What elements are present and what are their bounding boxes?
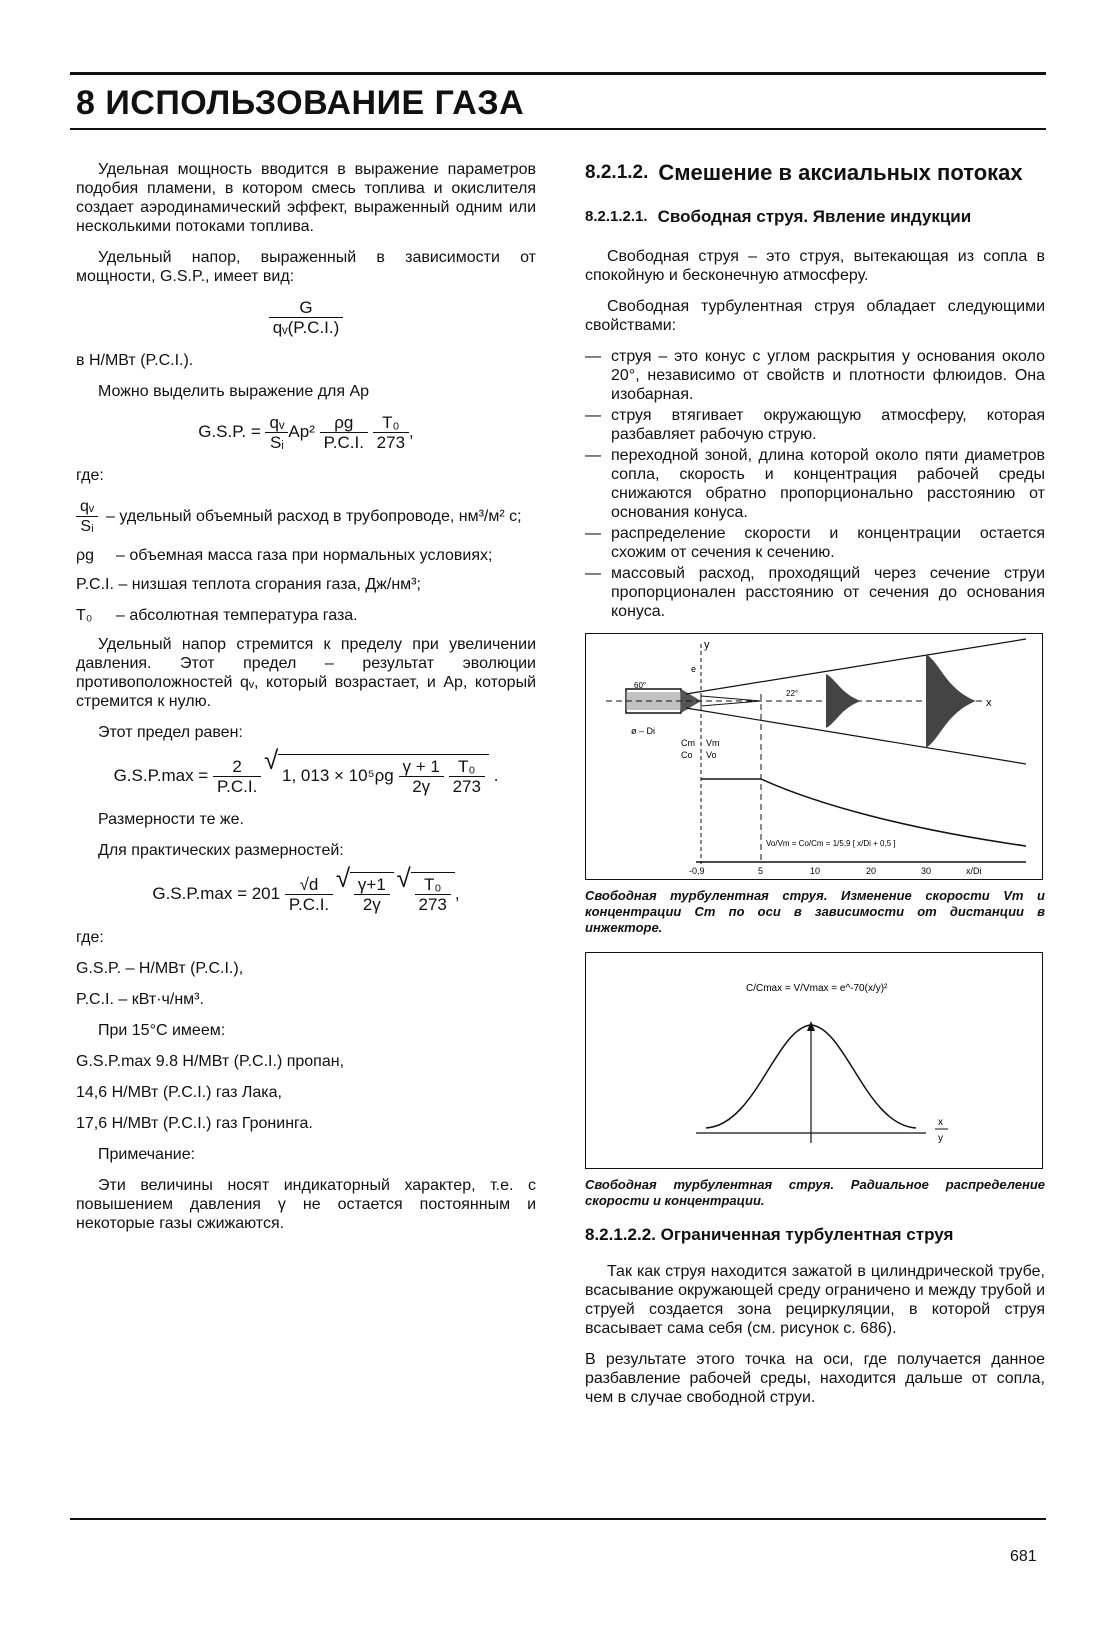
definition-pci: P.C.I. – низшая теплота сгорания газа, Дж/нм³; [76, 576, 421, 593]
value-line: 14,6 Н/МВт (P.C.I.) газ Лака, [76, 1084, 282, 1101]
figure-caption: Свободная турбулентная струя. Изменение скорости Vm и концентрации Cm по оси в зависимости от дистанции в инжекторе. [585, 888, 1045, 935]
e-label: e [691, 664, 697, 674]
paragraph: Для практических размерностей: [98, 842, 344, 859]
paragraph: Размерности те же. [98, 811, 244, 828]
cm-label: Cm [681, 738, 695, 748]
formula-gsp [76, 298, 536, 337]
chapter-title: 8 ИСПОЛЬЗОВАНИЕ ГАЗА [76, 84, 525, 122]
fraction [320, 413, 368, 452]
numerator: γ + 1 [399, 757, 444, 777]
tick-label: -0,9 [689, 866, 705, 876]
root-term: 1, 013 × 10⁵ρg [282, 765, 394, 785]
square-root [411, 872, 455, 914]
page-number: 681 [1010, 1548, 1037, 1565]
list-item: — струя втягивает окружающую атмосферу, которая разбавляет рабочую струю. [585, 406, 1045, 444]
denominator: P.C.I. [288, 895, 330, 914]
section-number: 8.2.1.2. [585, 162, 649, 183]
paragraph: Этот предел равен: [98, 724, 243, 741]
denominator: Sᵢ [269, 433, 284, 452]
nozzle-hatch [626, 692, 681, 710]
paragraph: Удельный напор, выраженный в зависимости от мощности, G.S.P., имеет вид: [76, 249, 536, 285]
paragraph: где: [76, 929, 104, 946]
velocity-profile-2 [926, 654, 976, 748]
cone-upper-edge [686, 639, 1026, 694]
y-label: y [704, 639, 710, 651]
numerator: G [269, 298, 344, 318]
angle-label-cone: 22° [786, 689, 799, 698]
paragraph: При 15°С имеем: [98, 1022, 226, 1039]
denominator: 273 [418, 895, 447, 914]
value-line: G.S.P.max 9.8 Н/МВт (P.C.I.) пропан, [76, 1053, 345, 1070]
header-rule [70, 128, 1046, 130]
formula-lhs: G.S.P.max = 201 [152, 883, 281, 903]
punctuation: , [409, 421, 414, 441]
left-column [76, 160, 536, 1245]
tick-label: 20 [866, 866, 877, 876]
numerator: √ γ+1 [354, 875, 390, 895]
note-text: Эти величины носят индикаторный характер, т.е. с повышением давления γ не остается постоянным и некоторые газы сжижаются. [76, 1177, 536, 1232]
decay-curve [761, 779, 1026, 846]
formula-ap [76, 413, 536, 452]
denominator: Sᵢ [80, 518, 94, 535]
right-column [585, 160, 1045, 1419]
numerator: qᵥ [265, 413, 288, 433]
subsection-title: Свободная струя. Явление индукции [657, 207, 972, 226]
tick-label: 10 [810, 866, 821, 876]
free-jet-diagram [586, 634, 1042, 879]
paragraph: где: [76, 467, 104, 484]
decay-formula: Vo/Vm = Co/Cm = 1/5,9 [ x/Di + 0,5 ] [766, 839, 896, 848]
paragraph: Можно выделить выражение для Ap [98, 383, 370, 400]
paragraph: Так как струя находится зажатой в цилиндрической трубе, всасывание окружающей среду ограничено и между трубой и струей создается зона рециркуляции, в которой струя всасывает сама себя (см. рисунок с. 686). [585, 1263, 1045, 1337]
fraction [373, 413, 409, 452]
fraction [399, 757, 444, 796]
definition-text: – объемная масса газа при нормальных условиях; [116, 547, 493, 564]
formula-gsp-max [76, 754, 536, 796]
figure-free-jet [585, 633, 1043, 880]
square-root [350, 872, 394, 914]
x-label: x [986, 697, 992, 709]
properties-list [585, 347, 1045, 621]
paragraph: Удельная мощность вводится в выражение параметров подобия пламени, в котором смесь топлива и окислителя создает аэродинамический эффект, выраженный одним или несколькими потоками топлива. [76, 161, 536, 235]
numerator: √d [285, 875, 333, 895]
tick-label: x/Di [966, 866, 982, 876]
definition-text: – удельный объемный расход в трубопроводе, нм³/м² с; [106, 508, 522, 525]
unit-line: P.C.I. – кВт·ч/нм³. [76, 991, 204, 1008]
definition-rho [76, 546, 536, 565]
definition-qv [76, 497, 536, 536]
paragraph: в Н/МВт (P.C.I.). [76, 352, 194, 369]
denominator: 273 [376, 433, 406, 452]
numerator: 2 [213, 757, 261, 777]
angle-label-nozzle: 60° [634, 681, 647, 690]
x-label: x [938, 1117, 943, 1128]
paragraph: Свободная турбулентная струя обладает следующими свойствами: [585, 298, 1045, 334]
top-rule [70, 72, 1046, 75]
punctuation: , [454, 883, 460, 903]
subsection-heading: 8.2.1.2.2. Ограниченная турбулентная струя [585, 1225, 954, 1244]
paragraph: Удельный напор стремится к пределу при увеличении давления. Этот предел – результат эволюции противоположностей qᵥ, который возрастает, и Ap, который стремится к нулю. [76, 636, 536, 710]
note-label: Примечание: [98, 1146, 196, 1163]
numerator: T₀ [449, 757, 485, 777]
numerator: T₀ [373, 413, 409, 433]
tick-label: 30 [921, 866, 932, 876]
unit-line: G.S.P. – Н/МВт (P.C.I.), [76, 960, 244, 977]
fraction [269, 298, 344, 337]
formula-gsp-practical [76, 872, 536, 914]
gaussian-diagram [586, 953, 1042, 1168]
formula-term: Ap² [288, 421, 315, 441]
vm-label: Vm [706, 738, 720, 748]
definition-term: T₀ [76, 607, 93, 624]
paragraph: Свободная струя – это струя, вытекающая из сопла в спокойную и бесконечную атмосферу. [585, 248, 1045, 284]
denominator: 2γ [412, 777, 431, 796]
paragraph: В результате этого точка на оси, где получается данное разбавление рабочей среды, находится дальше от сопла, чем в случае свободной струи. [585, 1351, 1045, 1406]
section-title: Смешение в аксиальных потоках [658, 160, 1023, 185]
fraction [213, 757, 261, 796]
numerator: √ T₀ [415, 875, 451, 895]
numerator: qᵥ [76, 497, 98, 517]
fraction [449, 757, 485, 796]
fraction [354, 875, 390, 914]
formula-lhs: G.S.P.max = [113, 765, 209, 785]
co-label: Co [681, 750, 693, 760]
gaussian-formula: C/Cmax = V/Vmax = e^-70(x/y)² [746, 983, 888, 994]
tick-label: 5 [758, 866, 764, 876]
subsection-number: 8.2.1.2.1. [585, 208, 648, 225]
fraction [265, 413, 288, 452]
diameter-label: ø – Di [631, 726, 656, 736]
fraction [415, 875, 451, 914]
definition-t0 [76, 606, 536, 625]
numerator: ρg [320, 413, 368, 433]
list-item: — переходной зоной, длина которой около пяти диаметров сопла, скорость и концентрация рабочей среды снижаются обратно пропорционально расстоянию от основания конуса. [585, 446, 1045, 522]
formula-lhs: G.S.P. = [198, 421, 261, 441]
list-item: — струя – это конус с углом раскрытия у основания около 20°, независимо от свойств и плотности флюидов. Она изобарная. [585, 347, 1045, 404]
fraction [285, 875, 333, 914]
definition-text: – абсолютная температура газа. [116, 607, 358, 624]
denominator: 273 [452, 777, 481, 796]
subsection-heading [585, 207, 1045, 227]
vo-label: Vo [706, 750, 717, 760]
footer-rule [70, 1518, 1046, 1520]
y-label: y [938, 1133, 943, 1144]
denominator: qᵥ(P.C.I.) [272, 318, 340, 337]
square-root [278, 754, 489, 796]
cone-lower-edge [686, 708, 1026, 764]
list-item: — массовый расход, проходящий через сечение струи пропорционален расстоянию от сечения до основания конуса. [585, 564, 1045, 621]
denominator: P.C.I. [216, 777, 258, 796]
denominator: P.C.I. [323, 433, 364, 452]
punctuation: . [493, 765, 499, 785]
section-heading [585, 160, 1045, 185]
definition-term: ρg [76, 547, 94, 564]
list-item: — распределение скорости и концентрации остается схожим от сечения к сечению. [585, 524, 1045, 562]
velocity-profile-1 [826, 674, 861, 728]
fraction [76, 497, 98, 536]
denominator: 2γ [362, 895, 381, 914]
value-line: 17,6 Н/МВт (P.C.I.) газ Гронинга. [76, 1115, 313, 1132]
figure-radial-distribution [585, 952, 1043, 1169]
figure-caption: Свободная турбулентная струя. Радиальное распределение скорости и концентрации. [585, 1177, 1045, 1208]
